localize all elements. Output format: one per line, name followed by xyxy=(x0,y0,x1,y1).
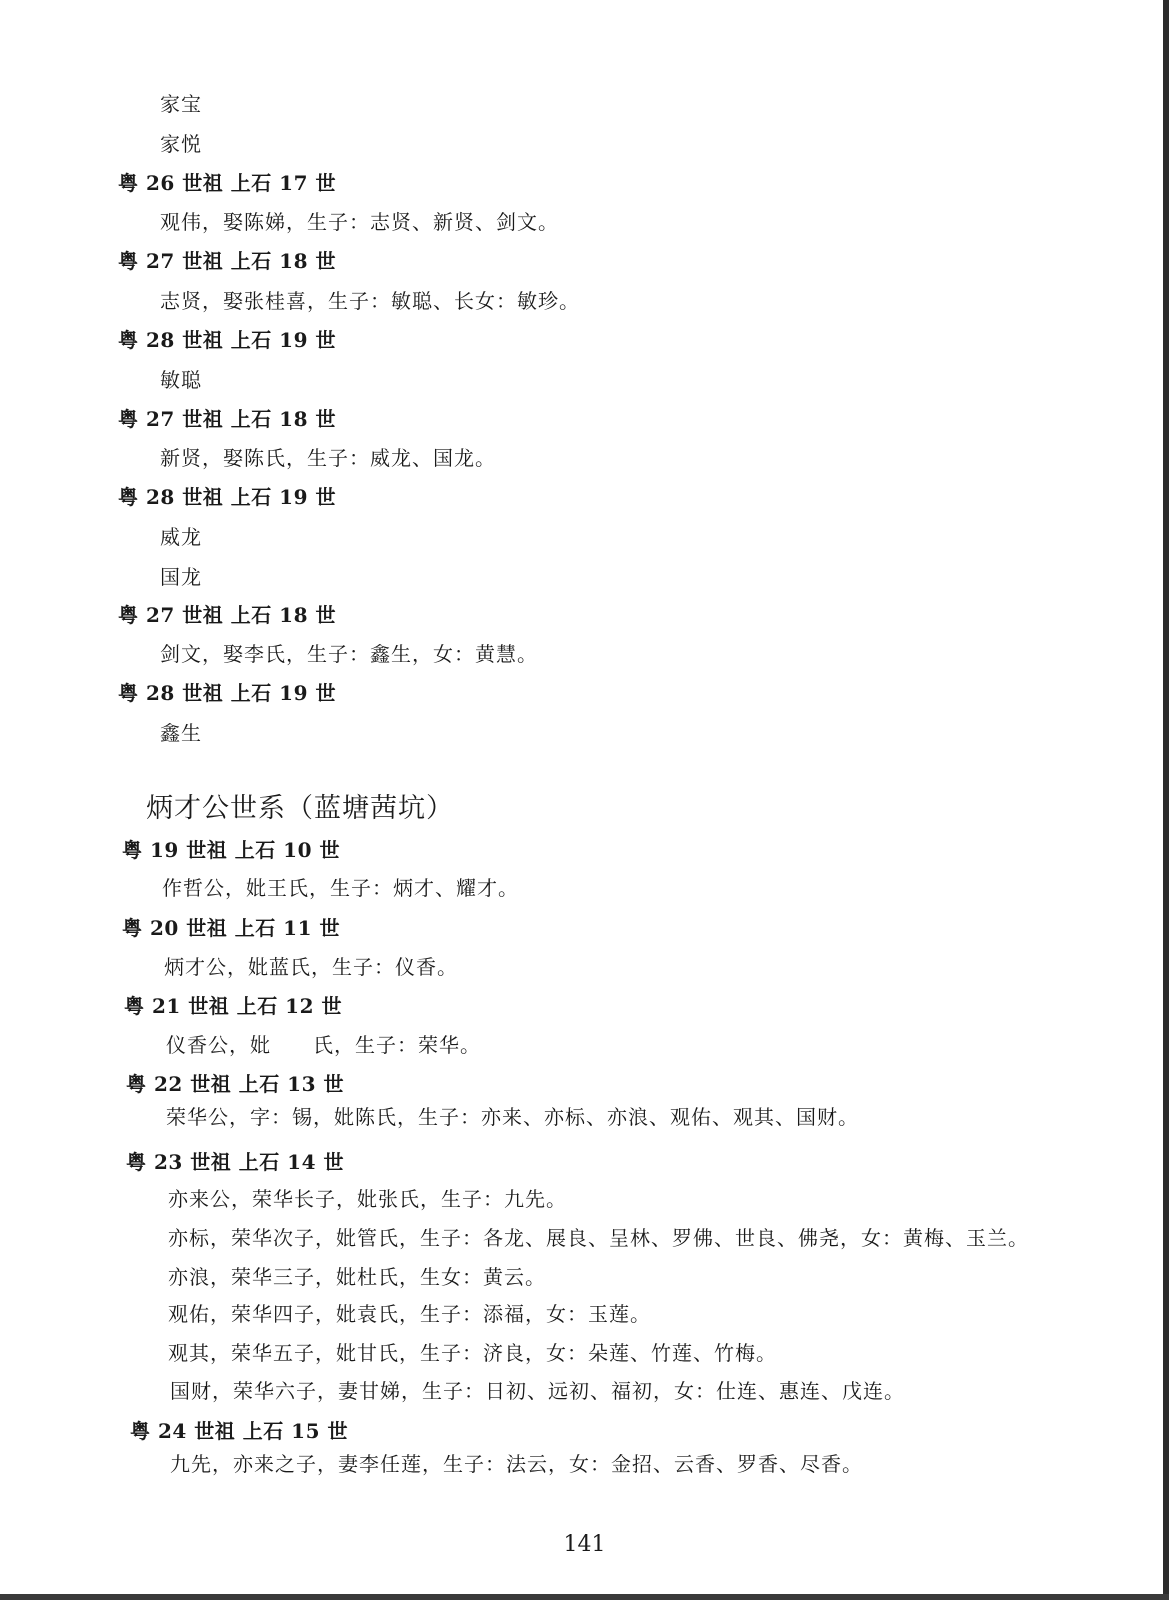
scan-edge-bottom xyxy=(0,1594,1169,1600)
generation-heading: 粤 28 世祖 上石 19 世 xyxy=(118,328,336,352)
entry-line: 亦标，荣华次子，妣管氏，生子：各龙、展良、呈林、罗佛、世良、佛尧，女：黄梅、玉兰。 xyxy=(168,1226,1029,1250)
section-title: 炳才公世系（蓝塘茜坑） xyxy=(146,793,454,824)
entry-line: 剑文，娶李氏，生子：鑫生，女：黄慧。 xyxy=(160,642,538,666)
generation-heading: 粤 28 世祖 上石 19 世 xyxy=(118,681,336,705)
entry-line: 新贤，娶陈氏，生子：威龙、国龙。 xyxy=(160,446,496,470)
entry-line: 亦来公，荣华长子，妣张氏，生子：九先。 xyxy=(168,1187,567,1211)
entry-line: 家宝 xyxy=(160,92,202,116)
entry-line: 亦浪，荣华三子，妣杜氏，生女：黄云。 xyxy=(168,1265,546,1289)
entry-line: 家悦 xyxy=(160,132,202,156)
entry-line: 仪香公，妣 氏，生子：荣华。 xyxy=(166,1033,481,1057)
generation-heading: 粤 21 世祖 上石 12 世 xyxy=(124,994,342,1018)
entry-line: 观伟，娶陈娣，生子：志贤、新贤、剑文。 xyxy=(160,210,559,234)
generation-heading: 粤 20 世祖 上石 11 世 xyxy=(122,916,340,940)
generation-heading: 粤 22 世祖 上石 13 世 xyxy=(126,1072,344,1096)
entry-line: 观佑，荣华四子，妣袁氏，生子：添福，女：玉莲。 xyxy=(168,1302,651,1326)
entry-line: 荣华公，字：锡，妣陈氏，生子：亦来、亦标、亦浪、观佑、观其、国财。 xyxy=(166,1105,859,1129)
generation-heading: 粤 27 世祖 上石 18 世 xyxy=(118,407,336,431)
entry-line: 九先，亦来之子，妻李任莲，生子：法云，女：金招、云香、罗香、尽香。 xyxy=(170,1452,863,1476)
page-number: 141 xyxy=(563,1532,606,1557)
entry-line: 鑫生 xyxy=(160,721,202,745)
entry-line: 敏聪 xyxy=(160,368,202,392)
generation-heading: 粤 27 世祖 上石 18 世 xyxy=(118,249,336,273)
entry-line: 炳才公，妣蓝氏，生子：仪香。 xyxy=(164,955,458,979)
entry-line: 国龙 xyxy=(160,565,202,589)
entry-line: 威龙 xyxy=(160,525,202,549)
scan-edge-right xyxy=(1163,0,1169,1600)
generation-heading: 粤 23 世祖 上石 14 世 xyxy=(126,1150,344,1174)
generation-heading: 粤 27 世祖 上石 18 世 xyxy=(118,603,336,627)
generation-heading: 粤 24 世祖 上石 15 世 xyxy=(130,1419,348,1443)
entry-line: 国财，荣华六子，妻甘娣，生子：日初、远初、福初，女：仕连、惠连、戊连。 xyxy=(170,1379,905,1403)
generation-heading: 粤 19 世祖 上石 10 世 xyxy=(122,838,340,862)
entry-line: 作哲公，妣王氏，生子：炳才、耀才。 xyxy=(162,876,519,900)
generation-heading: 粤 26 世祖 上石 17 世 xyxy=(118,171,336,195)
entry-line: 观其，荣华五子，妣甘氏，生子：济良，女：朵莲、竹莲、竹梅。 xyxy=(168,1341,777,1365)
generation-heading: 粤 28 世祖 上石 19 世 xyxy=(118,485,336,509)
entry-line: 志贤，娶张桂喜，生子：敏聪、长女：敏珍。 xyxy=(160,289,580,313)
